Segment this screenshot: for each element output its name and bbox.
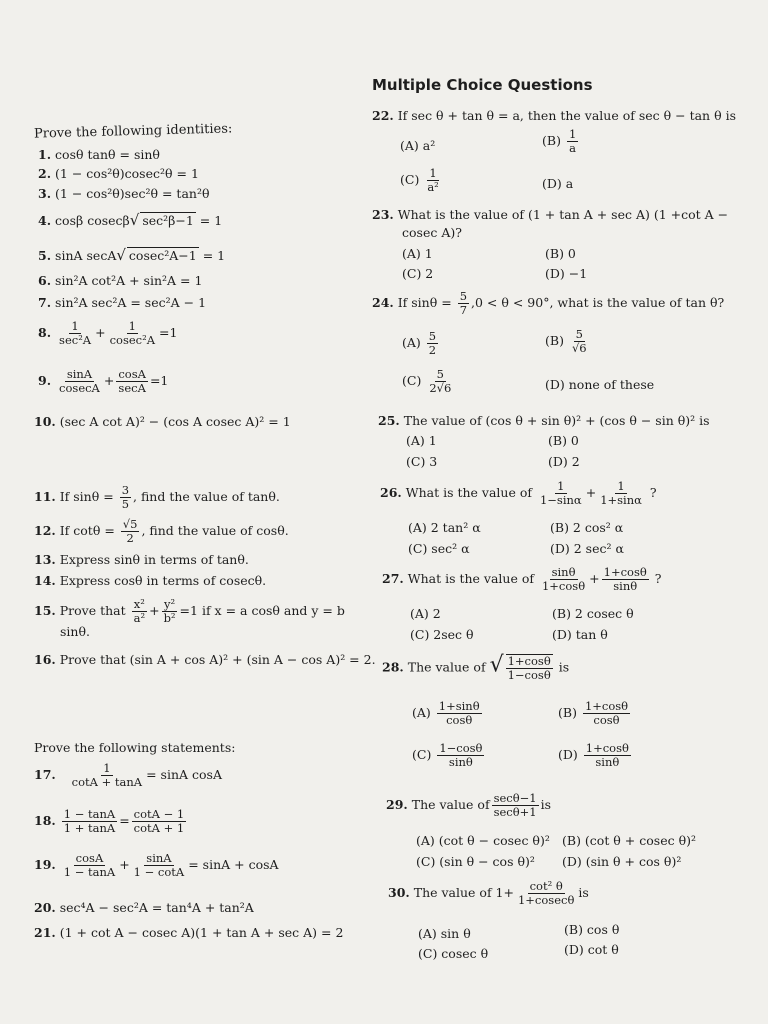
q25-option-c: (C) 3 — [406, 454, 438, 469]
q24-option-b: (B) $\frac{5}{√6}$ — [545, 327, 587, 355]
fraction: $\frac{1}{\text{cosec²A}}$ — [109, 319, 156, 347]
q25-text: 25. The value of (cos θ + sin θ)² + (cos θ − sin θ)² is — [378, 413, 710, 428]
q27-text: 27. What is the value of $\frac{\sin\theta}{1+\cos\theta}$ + $\frac{1+\cos\theta}{\sin\theta}$ ? — [382, 565, 662, 593]
q26-option-a: (A) 2 tan² α — [408, 520, 481, 535]
q26-option-d: (D) 2 sec² α — [550, 541, 624, 556]
q27-option-c: (C) 2sec θ — [410, 627, 474, 642]
q22-text: 22. If sec θ + tan θ = a, then the value of sec θ − tan θ is — [372, 108, 736, 123]
q23-option-b: (B) 0 — [545, 246, 576, 261]
q24-option-d: (D) none of these — [545, 377, 655, 392]
statement-21: 21. (1 + cot A − cosec A)(1 + tan A + sec A) = 2 — [34, 925, 344, 940]
item-14: 14. Express cosθ in terms of cosecθ. — [34, 573, 267, 588]
q27-option-b: (B) 2 cosec θ — [552, 606, 634, 621]
q24-option-c: (C) $\frac{5}{2√6}$ — [402, 367, 452, 395]
statements-heading: Prove the following statements: — [34, 740, 236, 755]
item-6: 6. sin²A cot²A + sin²A = 1 — [38, 273, 203, 288]
q23-text-line2: cosec A)? — [402, 225, 462, 240]
q23-option-c: (C) 2 — [402, 266, 434, 281]
q28-option-a: (A) $\frac{1+\sin\theta}{\cos\theta}$ — [412, 699, 480, 727]
q25-option-a: (A) 1 — [406, 433, 437, 448]
q30-text: 30. The value of 1+ $\frac{\text{cot² θ}}{1+cosec\theta}$ is — [388, 879, 589, 907]
item-1: 1. cosθ tanθ = sinθ — [38, 147, 160, 162]
q30-option-c: (C) cosec θ — [418, 946, 489, 961]
item-13: 13. Express sinθ in terms of tanθ. — [34, 552, 249, 567]
q28-option-d: (D) $\frac{1+\cos\theta}{\sin\theta}$ — [558, 741, 629, 769]
q28-text: 28. The value of √ $\frac{1+\cos\theta}{1-\cos\theta}$ is — [382, 652, 570, 682]
q28-option-c: (C) $\frac{1-\cos\theta}{\sin\theta}$ — [412, 741, 483, 769]
item-7: 7. sin²A sec²A = sec²A − 1 — [38, 295, 207, 310]
q25-option-b: (B) 0 — [548, 433, 579, 448]
item-11: 11. If sinθ = $\frac{3}{5}$ , find the value of tanθ. — [34, 483, 280, 511]
q22-option-d: (D) a — [542, 176, 574, 191]
fraction: $\frac{1 - \tan A}{1 + \tan A}$ — [63, 807, 116, 835]
fraction: $\frac{\text{x²}}{\text{a²}}$ — [133, 597, 146, 625]
q30-option-a: (A) sin θ — [418, 926, 471, 941]
q29-option-b: (B) (cot θ + cosec θ)² — [562, 833, 696, 848]
q26-option-c: (C) sec² α — [408, 541, 470, 556]
q22-option-c: (C) $\frac{1}{\text{a²}}$ — [400, 166, 439, 194]
q24-text: 24. If sinθ = $\frac{5}{7}$ ,0 < θ < 90°, what is the value of tan θ? — [372, 289, 725, 317]
statement-19: 19. $\frac{\cos A}{1 - \tan A}$ + $\frac{\sin A}{1 - \cot A}$ = sinA + cosA — [34, 851, 279, 879]
item-3: 3. (1 − cos²θ)sec²θ = tan²θ — [38, 186, 210, 201]
q25-option-d: (D) 2 — [548, 454, 580, 469]
fraction: $\frac{\cos A}{\sec A}$ — [118, 367, 146, 395]
fraction: $\frac{\cot A - 1}{\cot A + 1}$ — [133, 807, 185, 835]
item-12: 12. If cotθ = $\frac{√5}{2}$ , find the value of cosθ. — [34, 517, 289, 545]
q29-option-d: (D) (sin θ + cos θ)² — [562, 854, 682, 869]
q22-option-b: (B) $\frac{1}{a}$ — [542, 127, 577, 155]
item-15: 15. Prove that $\frac{\text{x²}}{\text{a²}}$ + $\frac{\text{y²}}{\text{b²}}$ =1 if x = a cosθ and y = b — [34, 597, 345, 625]
fraction: $\frac{\sin A}{1 - \cot A}$ — [133, 851, 185, 879]
q26-text: 26. What is the value of $\frac{1}{1-\sin\alpha}$ + $\frac{1}{1+\sin\alpha}$ ? — [380, 479, 657, 507]
fraction: $\frac{√5}{2}$ — [122, 517, 138, 545]
fraction: $\frac{\sin A}{cosecA}$ — [59, 367, 100, 395]
q30-option-d: (D) cot θ — [564, 942, 619, 957]
fraction: $\frac{3}{5}$ — [121, 483, 130, 511]
q29-option-c: (C) (sin θ − cos θ)² — [416, 854, 535, 869]
q26-option-b: (B) 2 cos² α — [550, 520, 624, 535]
fraction: $\frac{1}{\cot A + \tan A}$ — [71, 761, 143, 789]
q27-option-d: (D) tan θ — [552, 627, 608, 642]
item-15-line2: sinθ. — [60, 624, 90, 639]
item-2: 2. (1 − cos²θ)cosec²θ = 1 — [38, 166, 199, 181]
q24-option-a: (A) $\frac{5}{2}$ — [402, 329, 437, 357]
identities-heading: Prove the following identities: — [33, 121, 233, 142]
statement-18: 18. $\frac{1 - \tan A}{1 + \tan A}$ = $\frac{\cot A - 1}{\cot A + 1}$ — [34, 807, 185, 835]
q23-option-a: (A) 1 — [402, 246, 433, 261]
item-4: 4. cosβ cosecβ√ sec²β−1 = 1 — [38, 211, 223, 229]
statement-17: 17. $\frac{1}{\cot A + \tan A}$ = sinA cosA — [34, 761, 222, 789]
statement-20: 20. sec⁴A − sec²A = tan⁴A + tan²A — [34, 900, 254, 915]
q29-text: 29. The value of $\frac{\sec\theta-1}{\sec\theta+1}$ is — [386, 791, 552, 819]
fraction: $\frac{\text{y²}}{\text{b²}}$ — [163, 597, 176, 625]
q23-text: 23. What is the value of (1 + tan A + sec A) (1 +cot A − — [372, 207, 729, 222]
item-8: 8. $\frac{1}{\text{sec²A}}$ + $\frac{1}{\text{cosec²A}}$ =1 — [38, 319, 178, 347]
q22-option-a: (A) a² — [400, 138, 436, 153]
fraction: $\frac{1}{\text{sec²A}}$ — [59, 319, 92, 347]
item-5: 5. sinA secA√ cosec²A−1 = 1 — [38, 246, 226, 264]
q27-option-a: (A) 2 — [410, 606, 441, 621]
item-16: 16. Prove that (sin A + cos A)² + (sin A − cos A)² = 2. — [34, 652, 376, 667]
fraction: $\frac{\cos A}{1 - \tan A}$ — [63, 851, 116, 879]
item-9: 9. $\frac{\sin A}{cosecA}$ + $\frac{\cos A}{\sec A}$ =1 — [38, 367, 169, 395]
q23-option-d: (D) −1 — [545, 266, 588, 281]
mcq-heading: Multiple Choice Questions — [372, 76, 593, 94]
q28-option-b: (B) $\frac{1+\cos\theta}{\cos\theta}$ — [558, 699, 629, 727]
item-10: 10. (sec A cot A)² − (cos A cosec A)² = 1 — [34, 414, 291, 429]
q29-option-a: (A) (cot θ − cosec θ)² — [416, 833, 550, 848]
q30-option-b: (B) cos θ — [564, 922, 620, 937]
